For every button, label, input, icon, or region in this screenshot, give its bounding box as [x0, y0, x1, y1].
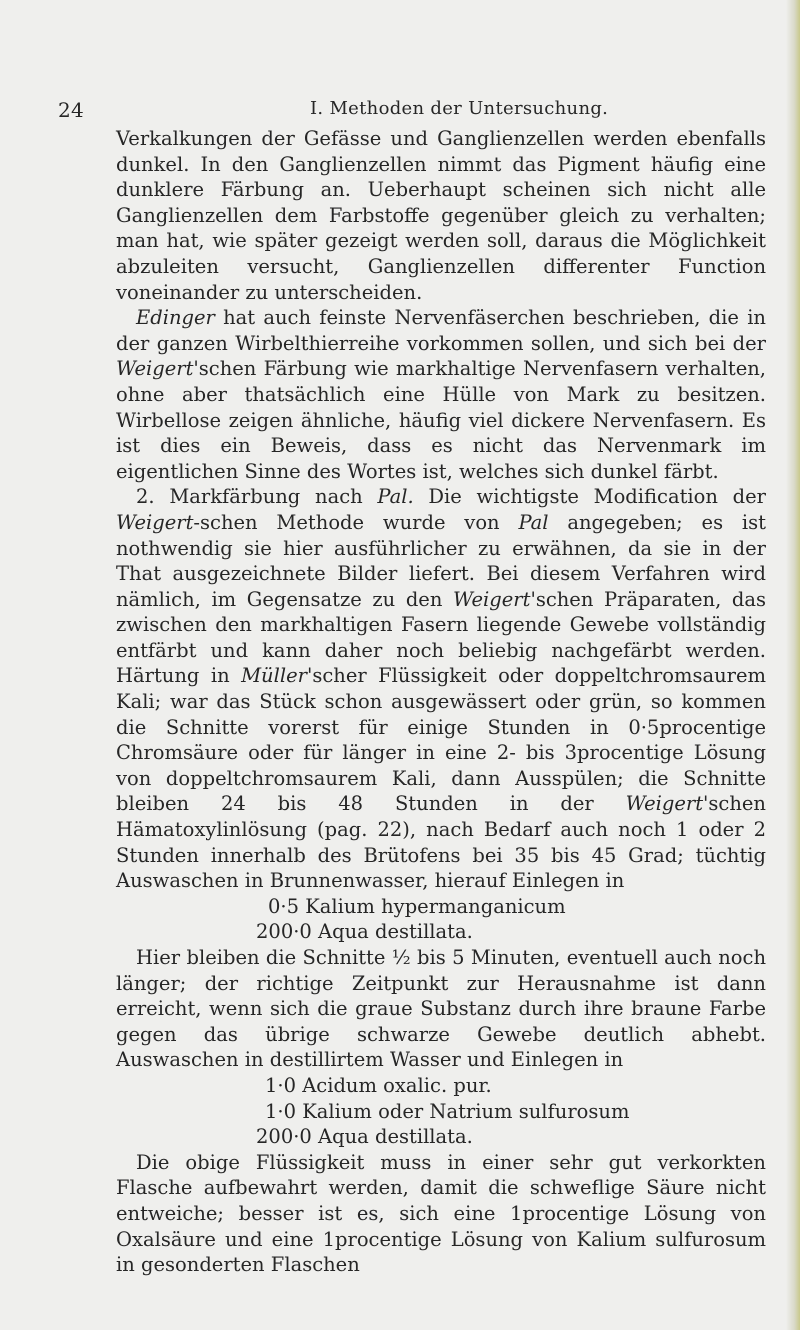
- formula-line: 200·0 Aqua destillata.: [256, 1125, 473, 1149]
- author-weigert: Weigert: [116, 510, 194, 534]
- formula-line: 0·5 Kalium hypermanganicum: [268, 894, 566, 918]
- formula-line: 200·0 Aqua destillata.: [256, 920, 473, 944]
- author-weigert: Weigert: [625, 792, 704, 816]
- author-mueller: Müller: [241, 664, 307, 688]
- text-run: -schen Methode wurde von: [193, 510, 519, 534]
- paragraph-obige-fluessigkeit: Die obige Flüssigkeit muss in einer sehr gut verkorkten Flasche aufbewahrt werden, damit die schweflige Säure nicht entweiche; besser ist es, sich eine 1procentige Lösung von Oxalsäure und eine 1procentige Lösung von Kalium sulfurosum in gesonderten Flaschen: [116, 1150, 766, 1277]
- paragraph-verkalkungen: Verkalkungen der Gefässe und Ganglienzellen werden ebenfalls dunkel. In den Ganglienzellen nimmt das Pigment häufig eine dunklere Färbung an. Ueberhaupt scheinen sich nicht alle Ganglienzellen dem Farbstoffe gegenüber gleich zu verhalten; man hat, wie später gezeigt werden soll, daraus die Möglichkeit abzuleiten versucht, Ganglienzellen differenter Function voneinander zu unterscheiden.: [116, 127, 766, 304]
- text-run: 'schen Hämatoxylinlösung (pag. 22), nach Bedarf auch noch 1 oder 2 Stunden innerhalb des Brütofens bei 35 bis 45 Grad; tüchtig Auswaschen in Brunnenwasser, hierauf Einlegen in: [116, 792, 766, 893]
- author-pal: Pal.: [377, 485, 414, 509]
- author-weigert: Weigert: [116, 357, 194, 381]
- text-run: 'schen Färbung wie markhaltige Nervenfasern verhalten, ohne aber thatsächlich eine Hülle von Mark zu besitzen. Wirbellose zeigen ähnliche, häufig viel dickere Nervenfasern. Es ist dies ein Beweis, dass es nicht das Nervenmark im eigentlichen Sinne des Wortes ist, welches sich dunkel färbt.: [116, 357, 766, 483]
- paragraph-edinger: [116, 305, 766, 484]
- page-number: 24: [58, 98, 85, 122]
- page-body: [116, 126, 766, 1278]
- author-weigert: Weigert: [453, 587, 531, 611]
- formula-kalium-hypermanganicum: [116, 894, 766, 945]
- text-run: 'scher Flüssigkeit oder doppeltchromsaurem Kali; war das Stück schon ausgewässert oder grün, so kommen die Schnitte vorerst für einige Stunden in 0·5procentige Chromsäure oder für länger in eine 2- bis 3procentige Lösung von doppeltchromsaurem Kali, dann Ausspülen; die Schnitte bleiben 24 bis 48 Stunden in der: [116, 664, 766, 816]
- paragraph-hier-bleiben: Hier bleiben die Schnitte ½ bis 5 Minuten, eventuell auch noch länger; der richtige Zeitpunkt zur Herausnahme ist dann erreicht, wenn sich die graue Substanz durch ihre braune Farbe gegen das übrige schwarze Gewebe deutlich abhebt. Auswaschen in destillirtem Wasser und Einlegen in: [116, 946, 766, 1072]
- author-edinger: Edinger: [136, 306, 215, 330]
- formula-line: 1·0 Acidum oxalic. pur.: [265, 1073, 492, 1097]
- author-pal: Pal: [518, 510, 549, 534]
- text-run: 2. Markfärbung nach: [136, 485, 378, 509]
- text-run: angegeben; es ist nothwendig sie hier ausführlicher zu erwähnen, da sie in der That ausgezeichnete Bilder liefert. Bei diesem Verfahren wird nämlich, im Gegensatze zu den: [116, 510, 766, 611]
- text-run: 'schen Präparaten, das zwischen den markhaltigen Fasern liegende Gewebe vollständig entfärbt und kann daher noch beliebig nachgefärbt werden. Härtung in: [116, 587, 766, 688]
- text-run: hat auch feinste Nervenfäserchen beschrieben, die in der ganzen Wirbelthierreihe vorkommen sollen, und sich bei der: [116, 306, 766, 355]
- text-run: Die wichtigste Modification der: [413, 485, 767, 509]
- running-head-title: I. Methoden der Untersuchung.: [310, 98, 609, 119]
- formula-line: 1·0 Kalium oder Natrium sulfurosum: [265, 1099, 630, 1123]
- page-edge: [786, 0, 800, 1330]
- paragraph-markfaerbung: [116, 484, 766, 894]
- formula-acidum-oxalic: [116, 1073, 766, 1150]
